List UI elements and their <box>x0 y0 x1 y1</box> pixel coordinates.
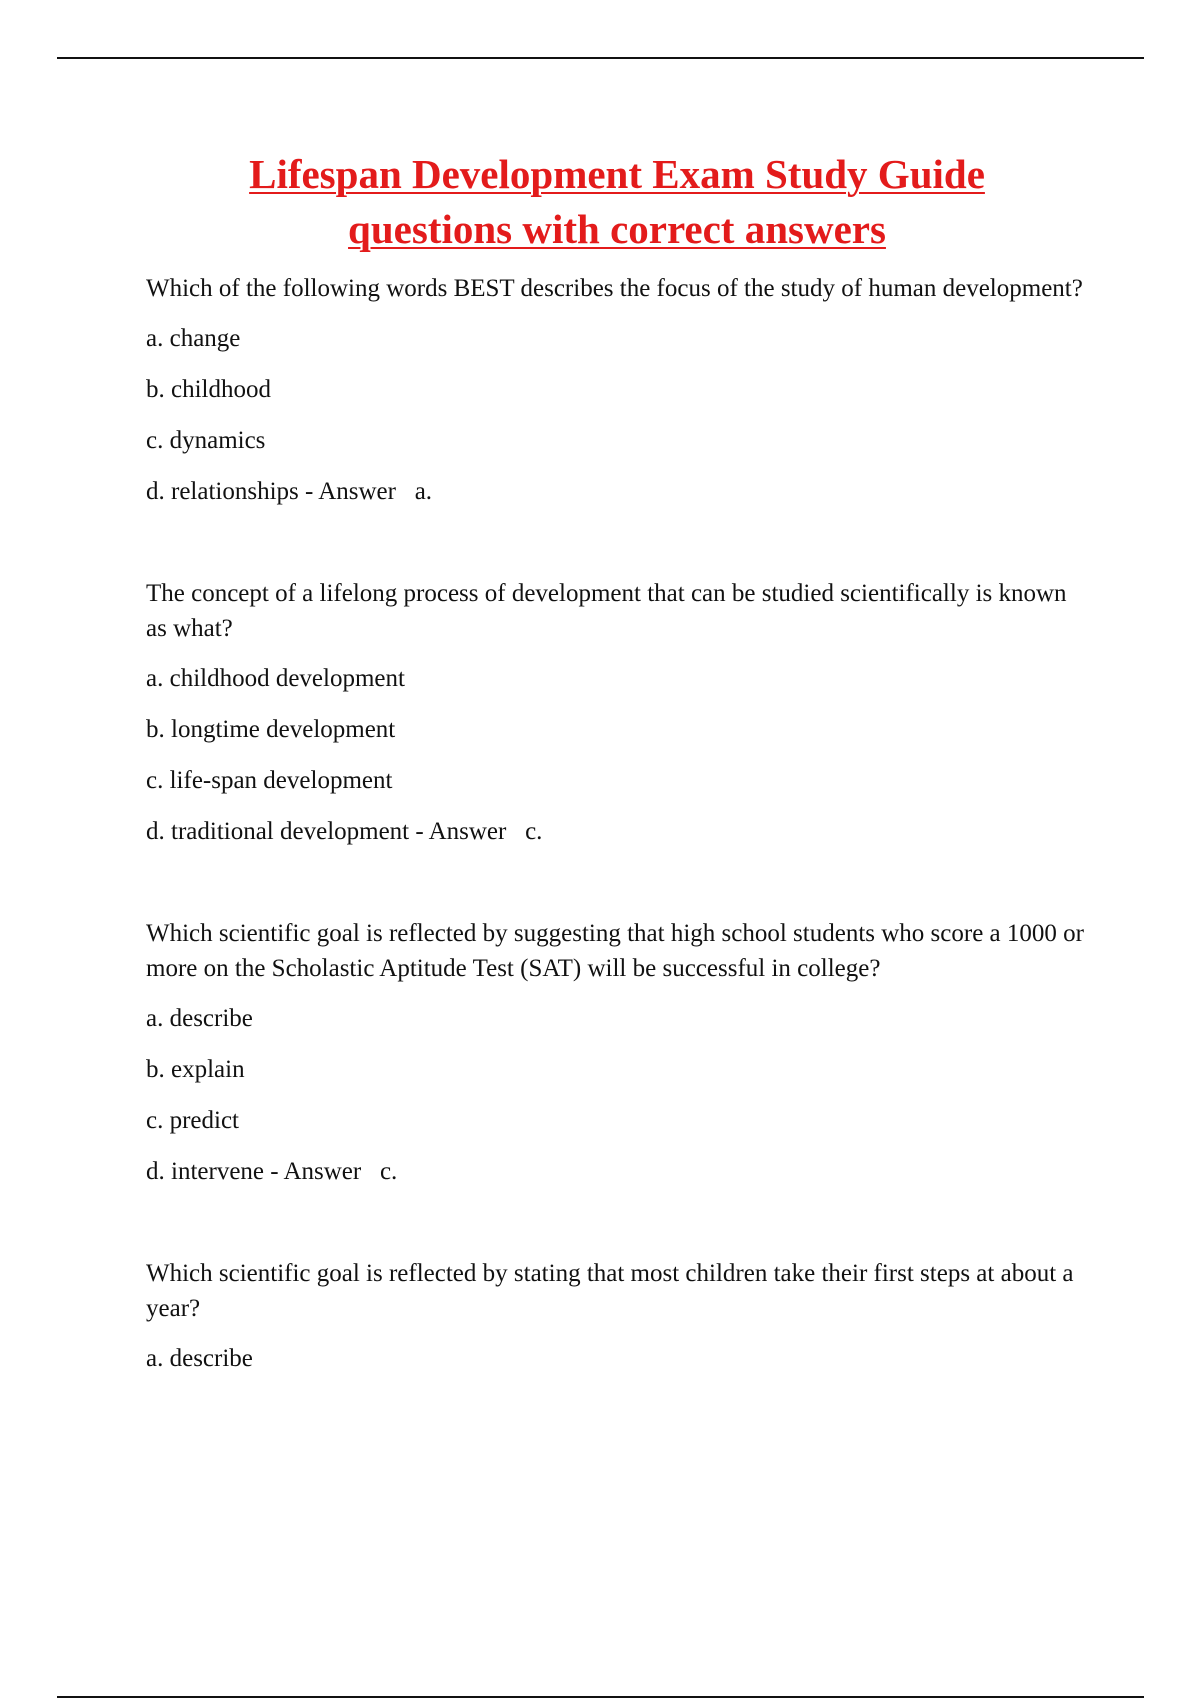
option-a: a. change <box>146 325 241 352</box>
question-text: Which scientific goal is reflected by stating that most children take their first steps at about a year? <box>146 1260 1074 1322</box>
top-rule <box>57 57 1144 59</box>
question-4 <box>146 1256 1086 1377</box>
option-a: a. childhood development <box>146 665 405 692</box>
question-text: Which scientific goal is reflected by suggesting that high school students who score a 1000 or more on the Scholastic Aptitude Test (SAT) will be successful in college? <box>146 920 1084 982</box>
title-line-1: Lifespan Development Exam Study Guide <box>249 151 985 197</box>
question-list <box>146 271 1086 1443</box>
page-title <box>0 147 1200 257</box>
bottom-rule <box>57 1696 1144 1698</box>
option-b: b. explain <box>146 1056 245 1083</box>
option-d-with-answer: d. relationships - Answer a. <box>146 478 433 505</box>
question-2 <box>146 576 1086 850</box>
option-a: a. describe <box>146 1345 253 1372</box>
option-b: b. childhood <box>146 376 271 403</box>
option-c: c. predict <box>146 1107 240 1134</box>
question-text: Which of the following words BEST describes the focus of the study of human development? <box>146 275 1083 302</box>
option-d-with-answer: d. intervene - Answer c. <box>146 1158 398 1185</box>
option-d-with-answer: d. traditional development - Answer c. <box>146 818 543 845</box>
option-b: b. longtime development <box>146 716 396 743</box>
title-line-2: questions with correct answers <box>348 206 886 252</box>
option-c: c. dynamics <box>146 427 266 454</box>
question-text: The concept of a lifelong process of development that can be studied scientifically is known as what? <box>146 580 1067 642</box>
question-1 <box>146 271 1086 510</box>
question-3 <box>146 916 1086 1190</box>
option-a: a. describe <box>146 1005 253 1032</box>
option-c: c. life-span development <box>146 767 393 794</box>
